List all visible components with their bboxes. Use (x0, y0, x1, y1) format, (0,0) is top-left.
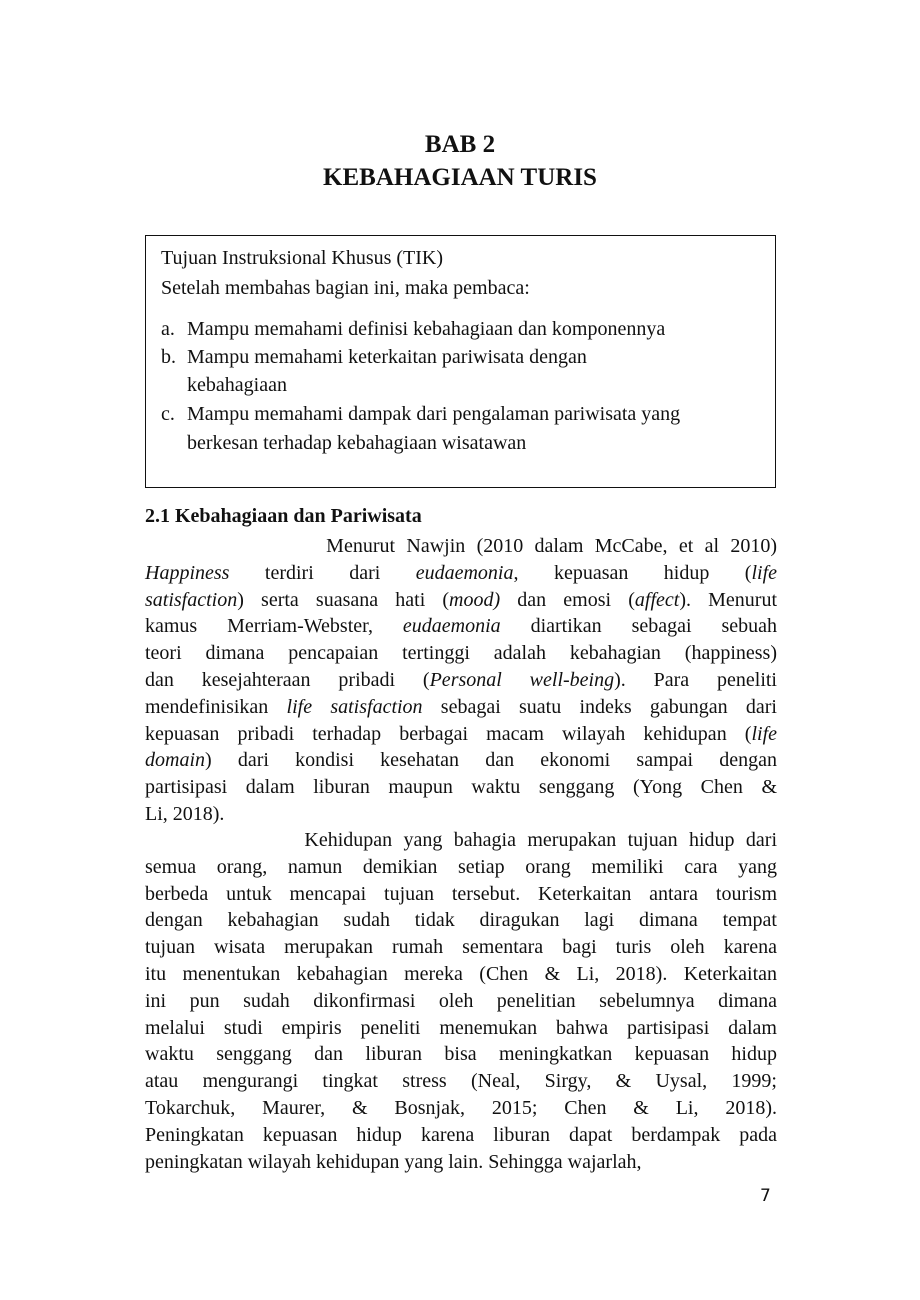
text-run: ini pun sudah dikonfirmasi oleh penelitian sebelumnya dimana (145, 989, 777, 1012)
text-line (145, 1149, 777, 1176)
objective-text-continued: berkesan terhadap kebahagiaan wisatawan (187, 432, 527, 454)
text-line (145, 694, 777, 721)
text-run: tujuan wisata merupakan rumah sementara bagi turis oleh karena (145, 936, 777, 959)
text-line (145, 747, 777, 774)
text-line (145, 721, 777, 748)
text-run: mendefinisikan (145, 695, 287, 718)
text-run: Peningkatan kepuasan hidup karena liburan dapat berdampak pada (145, 1123, 777, 1146)
text-run: , kepuasan hidup ( (513, 561, 752, 584)
text-run: berbeda untuk mencapai tujuan tersebut. Keterkaitan antara tourism (145, 882, 777, 905)
text-run: Kehidupan yang bahagia merupakan tujuan hidup dari (145, 829, 777, 851)
italic-term: eudaemonia (415, 561, 514, 584)
text-line (145, 1095, 777, 1122)
text-line (145, 988, 777, 1015)
paragraph-1 (145, 533, 777, 828)
italic-term: Personal well-being (429, 668, 615, 691)
text-run: atau mengurangi tingkat stress (Neal, Sirgy, & Uysal, 1999; (145, 1070, 777, 1093)
page-number: 7 (760, 1186, 771, 1206)
objective-marker: b. (161, 346, 176, 368)
text-line (145, 1068, 777, 1095)
text-run: Menurut Nawjin (2010 dalam McCabe, et al 2010) (145, 535, 777, 557)
text-line (145, 1015, 777, 1042)
text-run: dan kesejahteraan pribadi ( (145, 668, 430, 691)
text-line (145, 934, 777, 961)
text-run: sebagai suatu indeks gabungan dari (422, 695, 777, 718)
text-run: teori dimana pencapaian tertinggi adalah kebahagian (happiness) (145, 642, 777, 665)
text-line (145, 613, 777, 640)
text-run: terdiri dari (229, 561, 416, 584)
text-line (145, 774, 777, 801)
text-run: diartikan sebagai sebuah (500, 615, 778, 638)
italic-term: life (751, 561, 777, 584)
text-line (145, 907, 777, 934)
objective-text: Mampu memahami definisi kebahagiaan dan komponennya (187, 318, 666, 340)
text-run: ). Para peneliti (614, 668, 777, 691)
objective-text: Mampu memahami keterkaitan pariwisata dengan (187, 346, 587, 368)
text-run: dan emosi ( (500, 588, 635, 611)
text-run: Tokarchuk, Maurer, & Bosnjak, 2015; Chen & Li, 2018). (145, 1096, 777, 1119)
text-run: itu menentukan kebahagian mereka (Chen & Li, 2018). Keterkaitan (145, 962, 777, 985)
text-run: semua orang, namun demikian setiap orang memiliki cara yang (145, 855, 777, 878)
learning-objectives-box (145, 235, 776, 488)
text-run: kamus Merriam-Webster, (145, 615, 403, 638)
text-line (145, 854, 777, 881)
paragraph-2 (145, 827, 777, 1175)
text-run: kepuasan pribadi terhadap berbagai macam wilayah kehidupan ( (145, 722, 752, 745)
text-run: waktu senggang dan liburan bisa meningkatkan kepuasan hidup (145, 1043, 777, 1066)
text-line (145, 667, 777, 694)
chapter-number: BAB 2 (424, 131, 496, 158)
objective-marker: c. (161, 403, 175, 425)
text-run: ) dari kondisi kesehatan dan ekonomi sampai dengan (205, 749, 777, 772)
italic-term: Happiness (145, 561, 230, 584)
italic-term: satisfaction (145, 588, 238, 611)
italic-term: life satisfaction (286, 695, 423, 718)
text-run: partisipasi dalam liburan maupun waktu senggang (Yong Chen & (145, 776, 777, 799)
italic-term: life (751, 722, 777, 745)
objective-marker: a. (161, 318, 175, 340)
text-run: melalui studi empiris peneliti menemukan bahwa partisipasi dalam (145, 1016, 777, 1039)
text-run: ) serta suasana hati ( (237, 588, 450, 611)
text-run: ). Menurut (679, 588, 778, 611)
text-line (145, 1041, 777, 1068)
text-line (145, 881, 777, 908)
text-line (145, 961, 777, 988)
chapter-title: KEBAHAGIAAN TURIS (323, 164, 597, 191)
text-line (145, 560, 777, 587)
italic-term: affect (634, 588, 680, 611)
objective-text: Mampu memahami dampak dari pengalaman pariwisata yang (187, 403, 681, 425)
italic-term: eudaemonia (402, 615, 501, 638)
text-line (145, 827, 777, 854)
text-line (145, 1122, 777, 1149)
text-run: peningkatan wilayah kehidupan yang lain. Sehingga wajarlah, (145, 1150, 642, 1173)
italic-term: mood) (449, 588, 501, 611)
text-line (145, 640, 777, 667)
objective-text-continued: kebahagiaan (187, 374, 287, 396)
objectives-intro: Setelah membahas bagian ini, maka pembaca: (161, 277, 530, 299)
text-line (145, 533, 777, 560)
text-run: Li, 2018). (145, 802, 225, 825)
text-line (145, 587, 777, 614)
text-run: dengan kebahagian sudah tidak diragukan lagi dimana tempat (145, 909, 777, 932)
objectives-heading: Tujuan Instruksional Khusus (TIK) (161, 247, 444, 269)
italic-term: domain (145, 749, 205, 772)
section-heading: 2.1 Kebahagiaan dan Pariwisata (145, 505, 422, 527)
text-line (145, 801, 777, 828)
